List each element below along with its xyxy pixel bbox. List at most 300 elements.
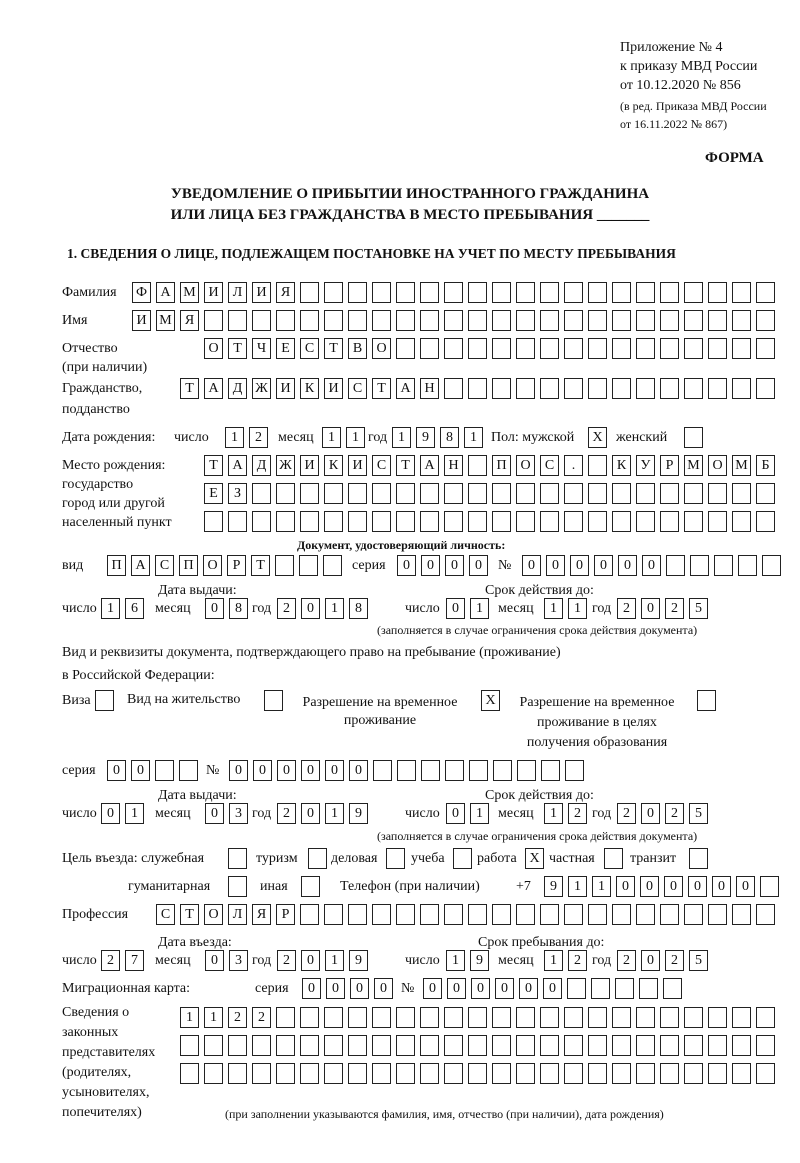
char-cell[interactable] xyxy=(708,310,727,331)
char-cell[interactable] xyxy=(732,282,751,303)
char-cell[interactable]: 0 xyxy=(350,978,369,999)
char-cell[interactable] xyxy=(565,760,584,781)
char-cell[interactable] xyxy=(564,1063,583,1084)
char-cell[interactable]: 1 xyxy=(464,427,483,448)
char-cell[interactable] xyxy=(324,1035,343,1056)
char-cell[interactable]: 0 xyxy=(326,978,345,999)
char-cell[interactable]: М xyxy=(180,282,199,303)
char-cell[interactable] xyxy=(348,483,367,504)
char-cell[interactable] xyxy=(300,310,319,331)
char-cell[interactable] xyxy=(386,848,405,869)
char-cell[interactable] xyxy=(612,338,631,359)
char-cell[interactable] xyxy=(684,483,703,504)
char-cell[interactable] xyxy=(660,483,679,504)
stay-year-field[interactable] xyxy=(617,950,713,972)
id-valid-day-field[interactable] xyxy=(446,598,494,620)
id-number-field[interactable] xyxy=(522,555,786,577)
char-cell[interactable]: 0 xyxy=(712,876,731,897)
char-cell[interactable]: 0 xyxy=(640,876,659,897)
char-cell[interactable]: 2 xyxy=(277,598,296,619)
char-cell[interactable] xyxy=(564,904,583,925)
char-cell[interactable]: 1 xyxy=(568,598,587,619)
char-cell[interactable]: 8 xyxy=(229,598,248,619)
char-cell[interactable] xyxy=(492,310,511,331)
birth-year-field[interactable] xyxy=(392,427,488,449)
char-cell[interactable]: 0 xyxy=(131,760,150,781)
char-cell[interactable]: 2 xyxy=(277,803,296,824)
purpose-humanitarian-checkbox[interactable] xyxy=(228,876,252,898)
char-cell[interactable] xyxy=(612,904,631,925)
char-cell[interactable] xyxy=(540,378,559,399)
char-cell[interactable] xyxy=(468,282,487,303)
char-cell[interactable] xyxy=(684,511,703,532)
char-cell[interactable] xyxy=(516,1035,535,1056)
char-cell[interactable]: Р xyxy=(276,904,295,925)
char-cell[interactable] xyxy=(756,1063,775,1084)
char-cell[interactable] xyxy=(372,310,391,331)
char-cell[interactable] xyxy=(636,483,655,504)
char-cell[interactable] xyxy=(372,1063,391,1084)
char-cell[interactable]: Ч xyxy=(252,338,271,359)
char-cell[interactable]: М xyxy=(684,455,703,476)
char-cell[interactable]: 2 xyxy=(665,950,684,971)
char-cell[interactable]: 0 xyxy=(641,598,660,619)
char-cell[interactable]: 0 xyxy=(641,803,660,824)
char-cell[interactable] xyxy=(516,338,535,359)
char-cell[interactable]: 0 xyxy=(301,760,320,781)
char-cell[interactable] xyxy=(372,1035,391,1056)
char-cell[interactable] xyxy=(636,378,655,399)
char-cell[interactable] xyxy=(684,310,703,331)
char-cell[interactable] xyxy=(690,555,709,576)
char-cell[interactable]: 0 xyxy=(349,760,368,781)
char-cell[interactable] xyxy=(396,904,415,925)
char-cell[interactable]: Б xyxy=(756,455,775,476)
birth-day-field[interactable] xyxy=(225,427,273,449)
char-cell[interactable] xyxy=(275,555,294,576)
char-cell[interactable] xyxy=(516,1007,535,1028)
char-cell[interactable]: 0 xyxy=(325,760,344,781)
char-cell[interactable] xyxy=(516,1063,535,1084)
char-cell[interactable] xyxy=(612,483,631,504)
char-cell[interactable]: О xyxy=(708,455,727,476)
char-cell[interactable]: И xyxy=(276,378,295,399)
char-cell[interactable] xyxy=(636,1035,655,1056)
char-cell[interactable] xyxy=(684,1063,703,1084)
purpose-tourism-checkbox[interactable] xyxy=(308,848,332,870)
char-cell[interactable] xyxy=(660,1063,679,1084)
char-cell[interactable]: А xyxy=(420,455,439,476)
char-cell[interactable] xyxy=(264,690,283,711)
entry-month-field[interactable] xyxy=(205,950,253,972)
char-cell[interactable]: О xyxy=(204,338,223,359)
char-cell[interactable] xyxy=(708,904,727,925)
char-cell[interactable] xyxy=(588,455,607,476)
char-cell[interactable] xyxy=(300,483,319,504)
char-cell[interactable]: 1 xyxy=(544,803,563,824)
residence-number-field[interactable] xyxy=(229,760,589,782)
char-cell[interactable]: Т xyxy=(251,555,270,576)
char-cell[interactable] xyxy=(420,511,439,532)
char-cell[interactable] xyxy=(348,310,367,331)
id-issue-day-field[interactable] xyxy=(101,598,149,620)
char-cell[interactable] xyxy=(697,690,716,711)
char-cell[interactable] xyxy=(689,848,708,869)
char-cell[interactable]: 1 xyxy=(392,427,411,448)
char-cell[interactable]: М xyxy=(732,455,751,476)
char-cell[interactable]: 7 xyxy=(125,950,144,971)
char-cell[interactable] xyxy=(300,282,319,303)
char-cell[interactable]: Ж xyxy=(276,455,295,476)
char-cell[interactable] xyxy=(276,1007,295,1028)
char-cell[interactable]: 0 xyxy=(469,555,488,576)
char-cell[interactable]: 9 xyxy=(349,950,368,971)
char-cell[interactable]: 5 xyxy=(689,598,708,619)
char-cell[interactable] xyxy=(228,310,247,331)
char-cell[interactable]: 1 xyxy=(322,427,341,448)
char-cell[interactable] xyxy=(492,338,511,359)
char-cell[interactable] xyxy=(738,555,757,576)
char-cell[interactable] xyxy=(468,483,487,504)
char-cell[interactable] xyxy=(420,483,439,504)
char-cell[interactable] xyxy=(444,310,463,331)
char-cell[interactable]: И xyxy=(324,378,343,399)
char-cell[interactable]: 0 xyxy=(205,598,224,619)
char-cell[interactable] xyxy=(492,904,511,925)
char-cell[interactable] xyxy=(762,555,781,576)
char-cell[interactable] xyxy=(468,378,487,399)
char-cell[interactable] xyxy=(708,511,727,532)
char-cell[interactable]: М xyxy=(156,310,175,331)
char-cell[interactable]: 0 xyxy=(642,555,661,576)
char-cell[interactable]: 1 xyxy=(592,876,611,897)
char-cell[interactable] xyxy=(591,978,610,999)
char-cell[interactable] xyxy=(492,1035,511,1056)
char-cell[interactable]: 2 xyxy=(617,950,636,971)
char-cell[interactable]: 2 xyxy=(252,1007,271,1028)
char-cell[interactable] xyxy=(564,310,583,331)
residence-issue-year-field[interactable] xyxy=(277,803,373,825)
char-cell[interactable]: 2 xyxy=(665,803,684,824)
char-cell[interactable] xyxy=(660,310,679,331)
representatives-field-2[interactable] xyxy=(180,1035,780,1057)
char-cell[interactable] xyxy=(468,455,487,476)
char-cell[interactable]: 0 xyxy=(495,978,514,999)
char-cell[interactable] xyxy=(660,378,679,399)
purpose-work-checkbox[interactable] xyxy=(525,848,549,870)
char-cell[interactable]: 0 xyxy=(301,950,320,971)
char-cell[interactable] xyxy=(684,282,703,303)
char-cell[interactable] xyxy=(732,1007,751,1028)
char-cell[interactable] xyxy=(660,511,679,532)
char-cell[interactable]: С xyxy=(155,555,174,576)
purpose-study-checkbox[interactable] xyxy=(453,848,477,870)
char-cell[interactable]: О xyxy=(516,455,535,476)
char-cell[interactable]: 3 xyxy=(229,803,248,824)
char-cell[interactable]: А xyxy=(204,378,223,399)
char-cell[interactable] xyxy=(540,1035,559,1056)
char-cell[interactable] xyxy=(588,511,607,532)
char-cell[interactable] xyxy=(396,1035,415,1056)
char-cell[interactable]: И xyxy=(132,310,151,331)
citizenship-field[interactable] xyxy=(180,378,780,400)
char-cell[interactable] xyxy=(420,1007,439,1028)
char-cell[interactable] xyxy=(372,1007,391,1028)
char-cell[interactable] xyxy=(468,511,487,532)
char-cell[interactable] xyxy=(348,1063,367,1084)
char-cell[interactable] xyxy=(588,378,607,399)
char-cell[interactable]: Е xyxy=(204,483,223,504)
char-cell[interactable] xyxy=(348,1035,367,1056)
char-cell[interactable]: 1 xyxy=(204,1007,223,1028)
char-cell[interactable] xyxy=(396,511,415,532)
char-cell[interactable] xyxy=(612,511,631,532)
char-cell[interactable] xyxy=(445,760,464,781)
char-cell[interactable] xyxy=(444,1035,463,1056)
char-cell[interactable]: 0 xyxy=(570,555,589,576)
purpose-transit-checkbox[interactable] xyxy=(689,848,713,870)
visa-checkbox[interactable] xyxy=(95,690,119,712)
char-cell[interactable] xyxy=(348,282,367,303)
char-cell[interactable] xyxy=(732,1063,751,1084)
char-cell[interactable] xyxy=(756,511,775,532)
char-cell[interactable] xyxy=(564,1035,583,1056)
char-cell[interactable]: К xyxy=(612,455,631,476)
residence-valid-month-field[interactable] xyxy=(544,803,592,825)
char-cell[interactable] xyxy=(714,555,733,576)
char-cell[interactable] xyxy=(372,483,391,504)
birth-place-field-1[interactable] xyxy=(204,455,780,477)
char-cell[interactable] xyxy=(180,1063,199,1084)
char-cell[interactable] xyxy=(684,1035,703,1056)
char-cell[interactable]: 8 xyxy=(349,598,368,619)
char-cell[interactable] xyxy=(540,511,559,532)
char-cell[interactable]: 0 xyxy=(616,876,635,897)
char-cell[interactable] xyxy=(348,1007,367,1028)
char-cell[interactable] xyxy=(516,511,535,532)
char-cell[interactable] xyxy=(541,760,560,781)
char-cell[interactable] xyxy=(420,282,439,303)
char-cell[interactable]: 1 xyxy=(544,950,563,971)
char-cell[interactable]: 2 xyxy=(617,803,636,824)
sex-female-checkbox[interactable] xyxy=(684,427,708,449)
char-cell[interactable] xyxy=(324,1063,343,1084)
id-issue-month-field[interactable] xyxy=(205,598,253,620)
residence-series-field[interactable] xyxy=(107,760,203,782)
char-cell[interactable] xyxy=(564,1007,583,1028)
char-cell[interactable] xyxy=(756,1007,775,1028)
patronymic-field[interactable] xyxy=(204,338,780,360)
char-cell[interactable] xyxy=(276,511,295,532)
char-cell[interactable] xyxy=(636,511,655,532)
char-cell[interactable]: У xyxy=(636,455,655,476)
char-cell[interactable] xyxy=(708,1063,727,1084)
char-cell[interactable]: 0 xyxy=(277,760,296,781)
char-cell[interactable] xyxy=(588,1063,607,1084)
char-cell[interactable] xyxy=(444,338,463,359)
char-cell[interactable]: X xyxy=(481,690,500,711)
temp-residence-edu-checkbox[interactable] xyxy=(697,690,721,712)
char-cell[interactable]: И xyxy=(204,282,223,303)
char-cell[interactable] xyxy=(540,904,559,925)
char-cell[interactable] xyxy=(396,1063,415,1084)
char-cell[interactable] xyxy=(756,338,775,359)
birth-place-field-3[interactable] xyxy=(204,511,780,533)
stay-day-field[interactable] xyxy=(446,950,494,972)
char-cell[interactable]: Ф xyxy=(132,282,151,303)
char-cell[interactable] xyxy=(756,310,775,331)
char-cell[interactable] xyxy=(732,1035,751,1056)
char-cell[interactable]: Я xyxy=(276,282,295,303)
char-cell[interactable] xyxy=(588,338,607,359)
char-cell[interactable] xyxy=(444,1063,463,1084)
char-cell[interactable]: Н xyxy=(420,378,439,399)
char-cell[interactable]: 0 xyxy=(205,803,224,824)
char-cell[interactable]: С xyxy=(300,338,319,359)
char-cell[interactable] xyxy=(567,978,586,999)
char-cell[interactable] xyxy=(324,511,343,532)
char-cell[interactable] xyxy=(444,282,463,303)
char-cell[interactable] xyxy=(444,511,463,532)
char-cell[interactable] xyxy=(453,848,472,869)
char-cell[interactable] xyxy=(324,1007,343,1028)
char-cell[interactable]: О xyxy=(203,555,222,576)
char-cell[interactable] xyxy=(420,310,439,331)
char-cell[interactable]: С xyxy=(372,455,391,476)
char-cell[interactable] xyxy=(420,1035,439,1056)
char-cell[interactable]: С xyxy=(540,455,559,476)
char-cell[interactable]: 0 xyxy=(374,978,393,999)
purpose-business-checkbox[interactable] xyxy=(386,848,410,870)
char-cell[interactable] xyxy=(228,1035,247,1056)
char-cell[interactable]: 1 xyxy=(544,598,563,619)
char-cell[interactable] xyxy=(636,282,655,303)
char-cell[interactable] xyxy=(204,511,223,532)
char-cell[interactable]: 1 xyxy=(568,876,587,897)
char-cell[interactable] xyxy=(732,338,751,359)
char-cell[interactable] xyxy=(612,1063,631,1084)
birth-month-field[interactable] xyxy=(322,427,370,449)
char-cell[interactable]: 0 xyxy=(446,803,465,824)
char-cell[interactable] xyxy=(444,904,463,925)
char-cell[interactable] xyxy=(612,1035,631,1056)
char-cell[interactable]: 9 xyxy=(544,876,563,897)
char-cell[interactable] xyxy=(252,1035,271,1056)
char-cell[interactable] xyxy=(492,511,511,532)
char-cell[interactable]: А xyxy=(396,378,415,399)
stay-month-field[interactable] xyxy=(544,950,592,972)
char-cell[interactable] xyxy=(155,760,174,781)
char-cell[interactable]: Я xyxy=(180,310,199,331)
char-cell[interactable] xyxy=(756,904,775,925)
char-cell[interactable] xyxy=(684,427,703,448)
purpose-other-checkbox[interactable] xyxy=(301,876,325,898)
char-cell[interactable] xyxy=(684,378,703,399)
char-cell[interactable] xyxy=(732,310,751,331)
char-cell[interactable] xyxy=(660,282,679,303)
id-series-field[interactable] xyxy=(397,555,493,577)
char-cell[interactable] xyxy=(396,1007,415,1028)
char-cell[interactable] xyxy=(540,282,559,303)
char-cell[interactable] xyxy=(588,1035,607,1056)
char-cell[interactable] xyxy=(540,338,559,359)
char-cell[interactable] xyxy=(228,1063,247,1084)
entry-day-field[interactable] xyxy=(101,950,149,972)
char-cell[interactable] xyxy=(612,282,631,303)
char-cell[interactable] xyxy=(180,1035,199,1056)
residence-issue-day-field[interactable] xyxy=(101,803,149,825)
char-cell[interactable] xyxy=(660,904,679,925)
id-kind-field[interactable] xyxy=(107,555,347,577)
char-cell[interactable]: 0 xyxy=(641,950,660,971)
profession-field[interactable] xyxy=(156,904,780,926)
char-cell[interactable]: 0 xyxy=(302,978,321,999)
char-cell[interactable] xyxy=(732,378,751,399)
char-cell[interactable] xyxy=(516,310,535,331)
surname-field[interactable] xyxy=(132,282,780,304)
char-cell[interactable] xyxy=(564,511,583,532)
char-cell[interactable]: Т xyxy=(180,904,199,925)
char-cell[interactable] xyxy=(372,282,391,303)
char-cell[interactable]: 0 xyxy=(447,978,466,999)
char-cell[interactable]: 2 xyxy=(568,950,587,971)
char-cell[interactable]: 2 xyxy=(568,803,587,824)
char-cell[interactable] xyxy=(468,338,487,359)
char-cell[interactable]: С xyxy=(348,378,367,399)
char-cell[interactable] xyxy=(612,378,631,399)
char-cell[interactable] xyxy=(204,310,223,331)
char-cell[interactable] xyxy=(684,338,703,359)
char-cell[interactable] xyxy=(420,1063,439,1084)
char-cell[interactable] xyxy=(516,378,535,399)
name-field[interactable] xyxy=(132,310,780,332)
char-cell[interactable]: 1 xyxy=(470,803,489,824)
char-cell[interactable] xyxy=(708,1035,727,1056)
purpose-official-checkbox[interactable] xyxy=(228,848,252,870)
char-cell[interactable]: И xyxy=(300,455,319,476)
char-cell[interactable] xyxy=(396,338,415,359)
char-cell[interactable]: О xyxy=(204,904,223,925)
char-cell[interactable]: И xyxy=(252,282,271,303)
char-cell[interactable]: К xyxy=(300,378,319,399)
char-cell[interactable] xyxy=(421,760,440,781)
char-cell[interactable]: О xyxy=(372,338,391,359)
purpose-private-checkbox[interactable] xyxy=(604,848,628,870)
char-cell[interactable] xyxy=(517,760,536,781)
char-cell[interactable]: Т xyxy=(372,378,391,399)
char-cell[interactable] xyxy=(348,511,367,532)
char-cell[interactable] xyxy=(708,338,727,359)
char-cell[interactable]: . xyxy=(564,455,583,476)
char-cell[interactable] xyxy=(397,760,416,781)
char-cell[interactable] xyxy=(564,378,583,399)
char-cell[interactable] xyxy=(300,1063,319,1084)
char-cell[interactable] xyxy=(615,978,634,999)
char-cell[interactable]: К xyxy=(324,455,343,476)
char-cell[interactable] xyxy=(756,1035,775,1056)
id-valid-year-field[interactable] xyxy=(617,598,713,620)
char-cell[interactable]: 0 xyxy=(445,555,464,576)
char-cell[interactable]: 1 xyxy=(325,803,344,824)
id-valid-month-field[interactable] xyxy=(544,598,592,620)
char-cell[interactable] xyxy=(228,876,247,897)
char-cell[interactable]: Р xyxy=(227,555,246,576)
temp-residence-checkbox[interactable] xyxy=(481,690,505,712)
char-cell[interactable] xyxy=(276,1035,295,1056)
char-cell[interactable]: 0 xyxy=(594,555,613,576)
char-cell[interactable]: А xyxy=(156,282,175,303)
char-cell[interactable]: 2 xyxy=(617,598,636,619)
